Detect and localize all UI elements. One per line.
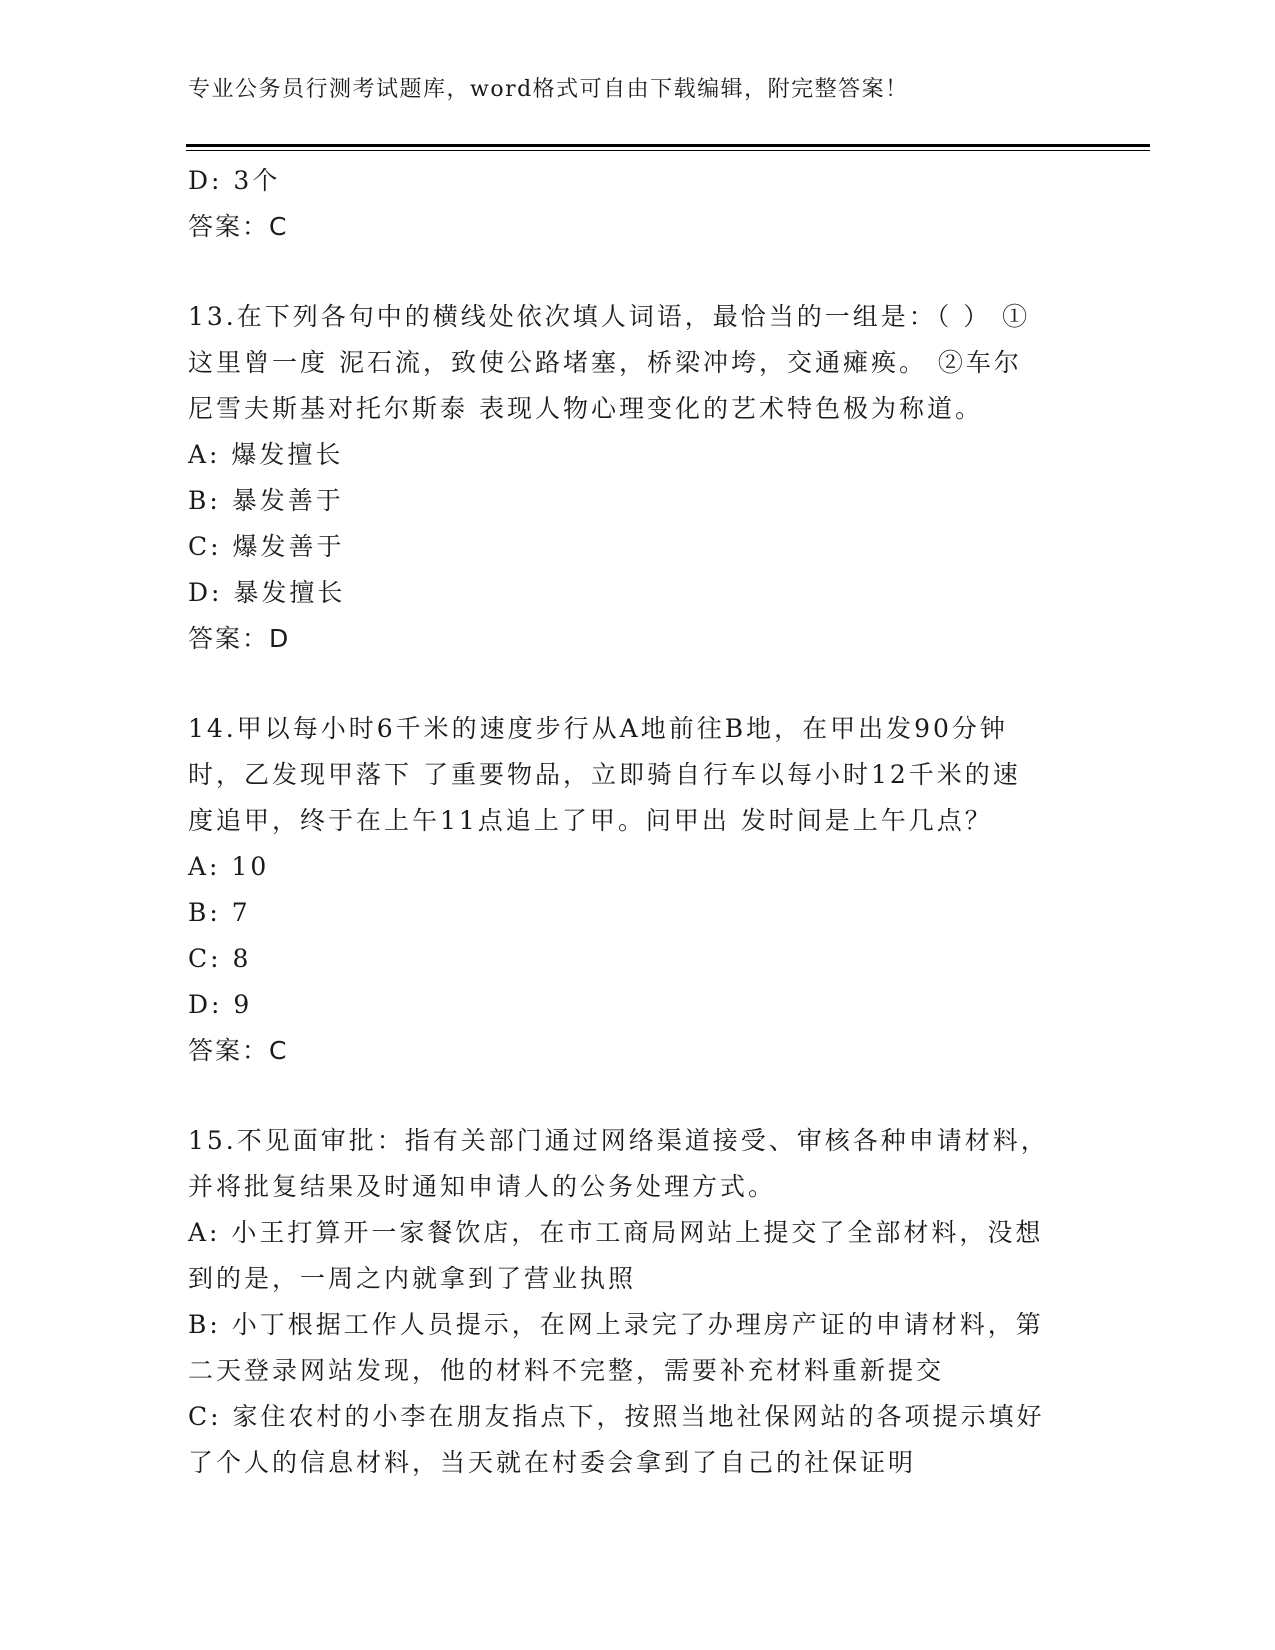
answer-line: 答案：D (188, 624, 291, 653)
option-b: B: 7 (188, 898, 251, 927)
option-a-continued: 到的是，一周之内就拿到了营业执照 (188, 1264, 637, 1293)
page-header: 专业公务员行测考试题库，word格式可自由下载编辑，附完整答案！ (188, 77, 909, 102)
option-c: C: 8 (188, 944, 252, 973)
option-c: C: 爆发善于 (188, 532, 345, 561)
question-14 (188, 706, 1078, 1074)
option-c-continued: 了个人的信息材料，当天就在村委会拿到了自己的社保证明 (188, 1448, 917, 1477)
question-text-line: 度追甲，终于在上午11点追上了甲。问甲出 发时间是上午几点？ (188, 806, 993, 835)
question-text-line: 14.甲以每小时6千米的速度步行从A地前往B地，在甲出发90分钟 (188, 714, 1008, 743)
question-text-line: 并将批复结果及时通知申请人的公务处理方式。 (188, 1172, 777, 1201)
option-c: C: 家住农村的小李在朋友指点下，按照当地社保网站的各项提示填好 (188, 1402, 1045, 1431)
question-13 (188, 294, 1078, 662)
question-text-line: 时，乙发现甲落下 了重要物品，立即骑自行车以每小时12千米的速 (188, 760, 1021, 789)
question-text-line: 13.在下列各句中的横线处依次填人词语，最恰当的一组是：（ ） ① (188, 302, 1031, 331)
answer-line: 答案：C (188, 1036, 289, 1065)
question-text-line: 这里曾一度 泥石流，致使公路堵塞，桥梁冲垮，交通瘫痪。 ②车尔 (188, 348, 1022, 377)
option-b-continued: 二天登录网站发现，他的材料不完整，需要补充材料重新提交 (188, 1356, 945, 1385)
question-text-line: 尼雪夫斯基对托尔斯泰 表现人物心理变化的艺术特色极为称道。 (188, 394, 983, 423)
header-divider-thin (186, 150, 1150, 151)
option-a: A: 爆发擅长 (188, 440, 344, 469)
header-divider-thick (186, 144, 1150, 147)
previous-question-tail (188, 158, 1078, 250)
option-b: B: 暴发善于 (188, 486, 344, 515)
option-d: D: 暴发擅长 (188, 578, 346, 607)
option-d: D: 9 (188, 990, 253, 1019)
question-15 (188, 1118, 1078, 1486)
answer-line: 答案：C (188, 212, 289, 241)
option-a: A: 10 (188, 852, 270, 881)
question-text-line: 15.不见面审批：指有关部门通过网络渠道接受、审核各种申请材料， (188, 1126, 1049, 1155)
option-a: A: 小王打算开一家餐饮店，在市工商局网站上提交了全部材料，没想 (188, 1218, 1044, 1247)
option-b: B: 小丁根据工作人员提示，在网上录完了办理房产证的申请材料，第 (188, 1310, 1044, 1339)
exam-content (188, 158, 1078, 1486)
option-d: D: 3个 (188, 166, 281, 195)
